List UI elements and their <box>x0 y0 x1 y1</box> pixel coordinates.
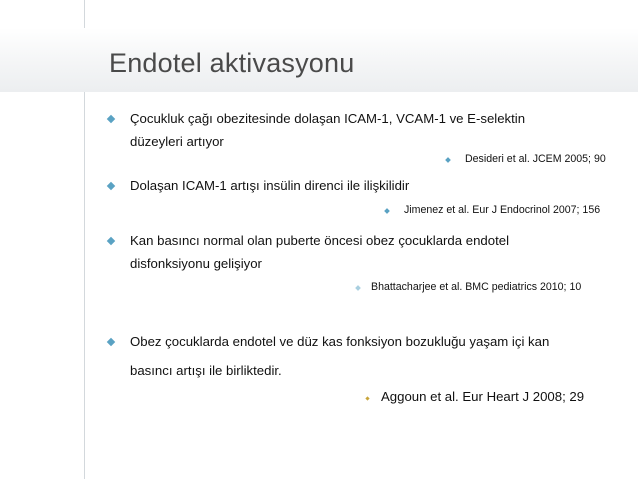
slide-title: Endotel aktivasyonu <box>109 48 355 78</box>
bullet-text-line: düzeyleri artıyor <box>130 134 224 149</box>
bullet-text-line: disfonksiyonu gelişiyor <box>130 256 262 271</box>
bullet-diamond-icon <box>107 237 115 245</box>
reference-bullet-icon <box>365 396 369 400</box>
bullet-diamond-icon <box>107 115 115 123</box>
bullet-diamond-icon <box>107 182 115 190</box>
reference-bullet-icon <box>445 157 451 163</box>
reference-bullet-icon <box>384 208 390 214</box>
bullet-text-line: basıncı artışı ile birliktedir. <box>130 363 282 378</box>
reference-text: Bhattacharjee et al. BMC pediatrics 2010; 10 <box>371 281 582 293</box>
reference-bullet-icon <box>355 285 361 291</box>
bullet-text-line: Obez çocuklarda endotel ve düz kas fonksiyon bozukluğu yaşam içi kan <box>130 334 550 349</box>
reference-text: Desideri et al. JCEM 2005; 90 <box>465 153 606 165</box>
reference-text: Jimenez et al. Eur J Endocrinol 2007; 156 <box>404 204 601 216</box>
bullet-text-line: Kan basıncı normal olan puberte öncesi obez çocuklarda endotel <box>130 233 510 248</box>
reference-text: Aggoun et al. Eur Heart J 2008; 29 <box>381 389 585 404</box>
bullet-text-line: Dolaşan ICAM-1 artışı insülin direnci ile ilişkilidir <box>130 178 410 193</box>
bullet-diamond-icon <box>107 338 115 346</box>
bullet-text-line: Çocukluk çağı obezitesinde dolaşan ICAM-1, VCAM-1 ve E-selektin <box>130 111 526 126</box>
